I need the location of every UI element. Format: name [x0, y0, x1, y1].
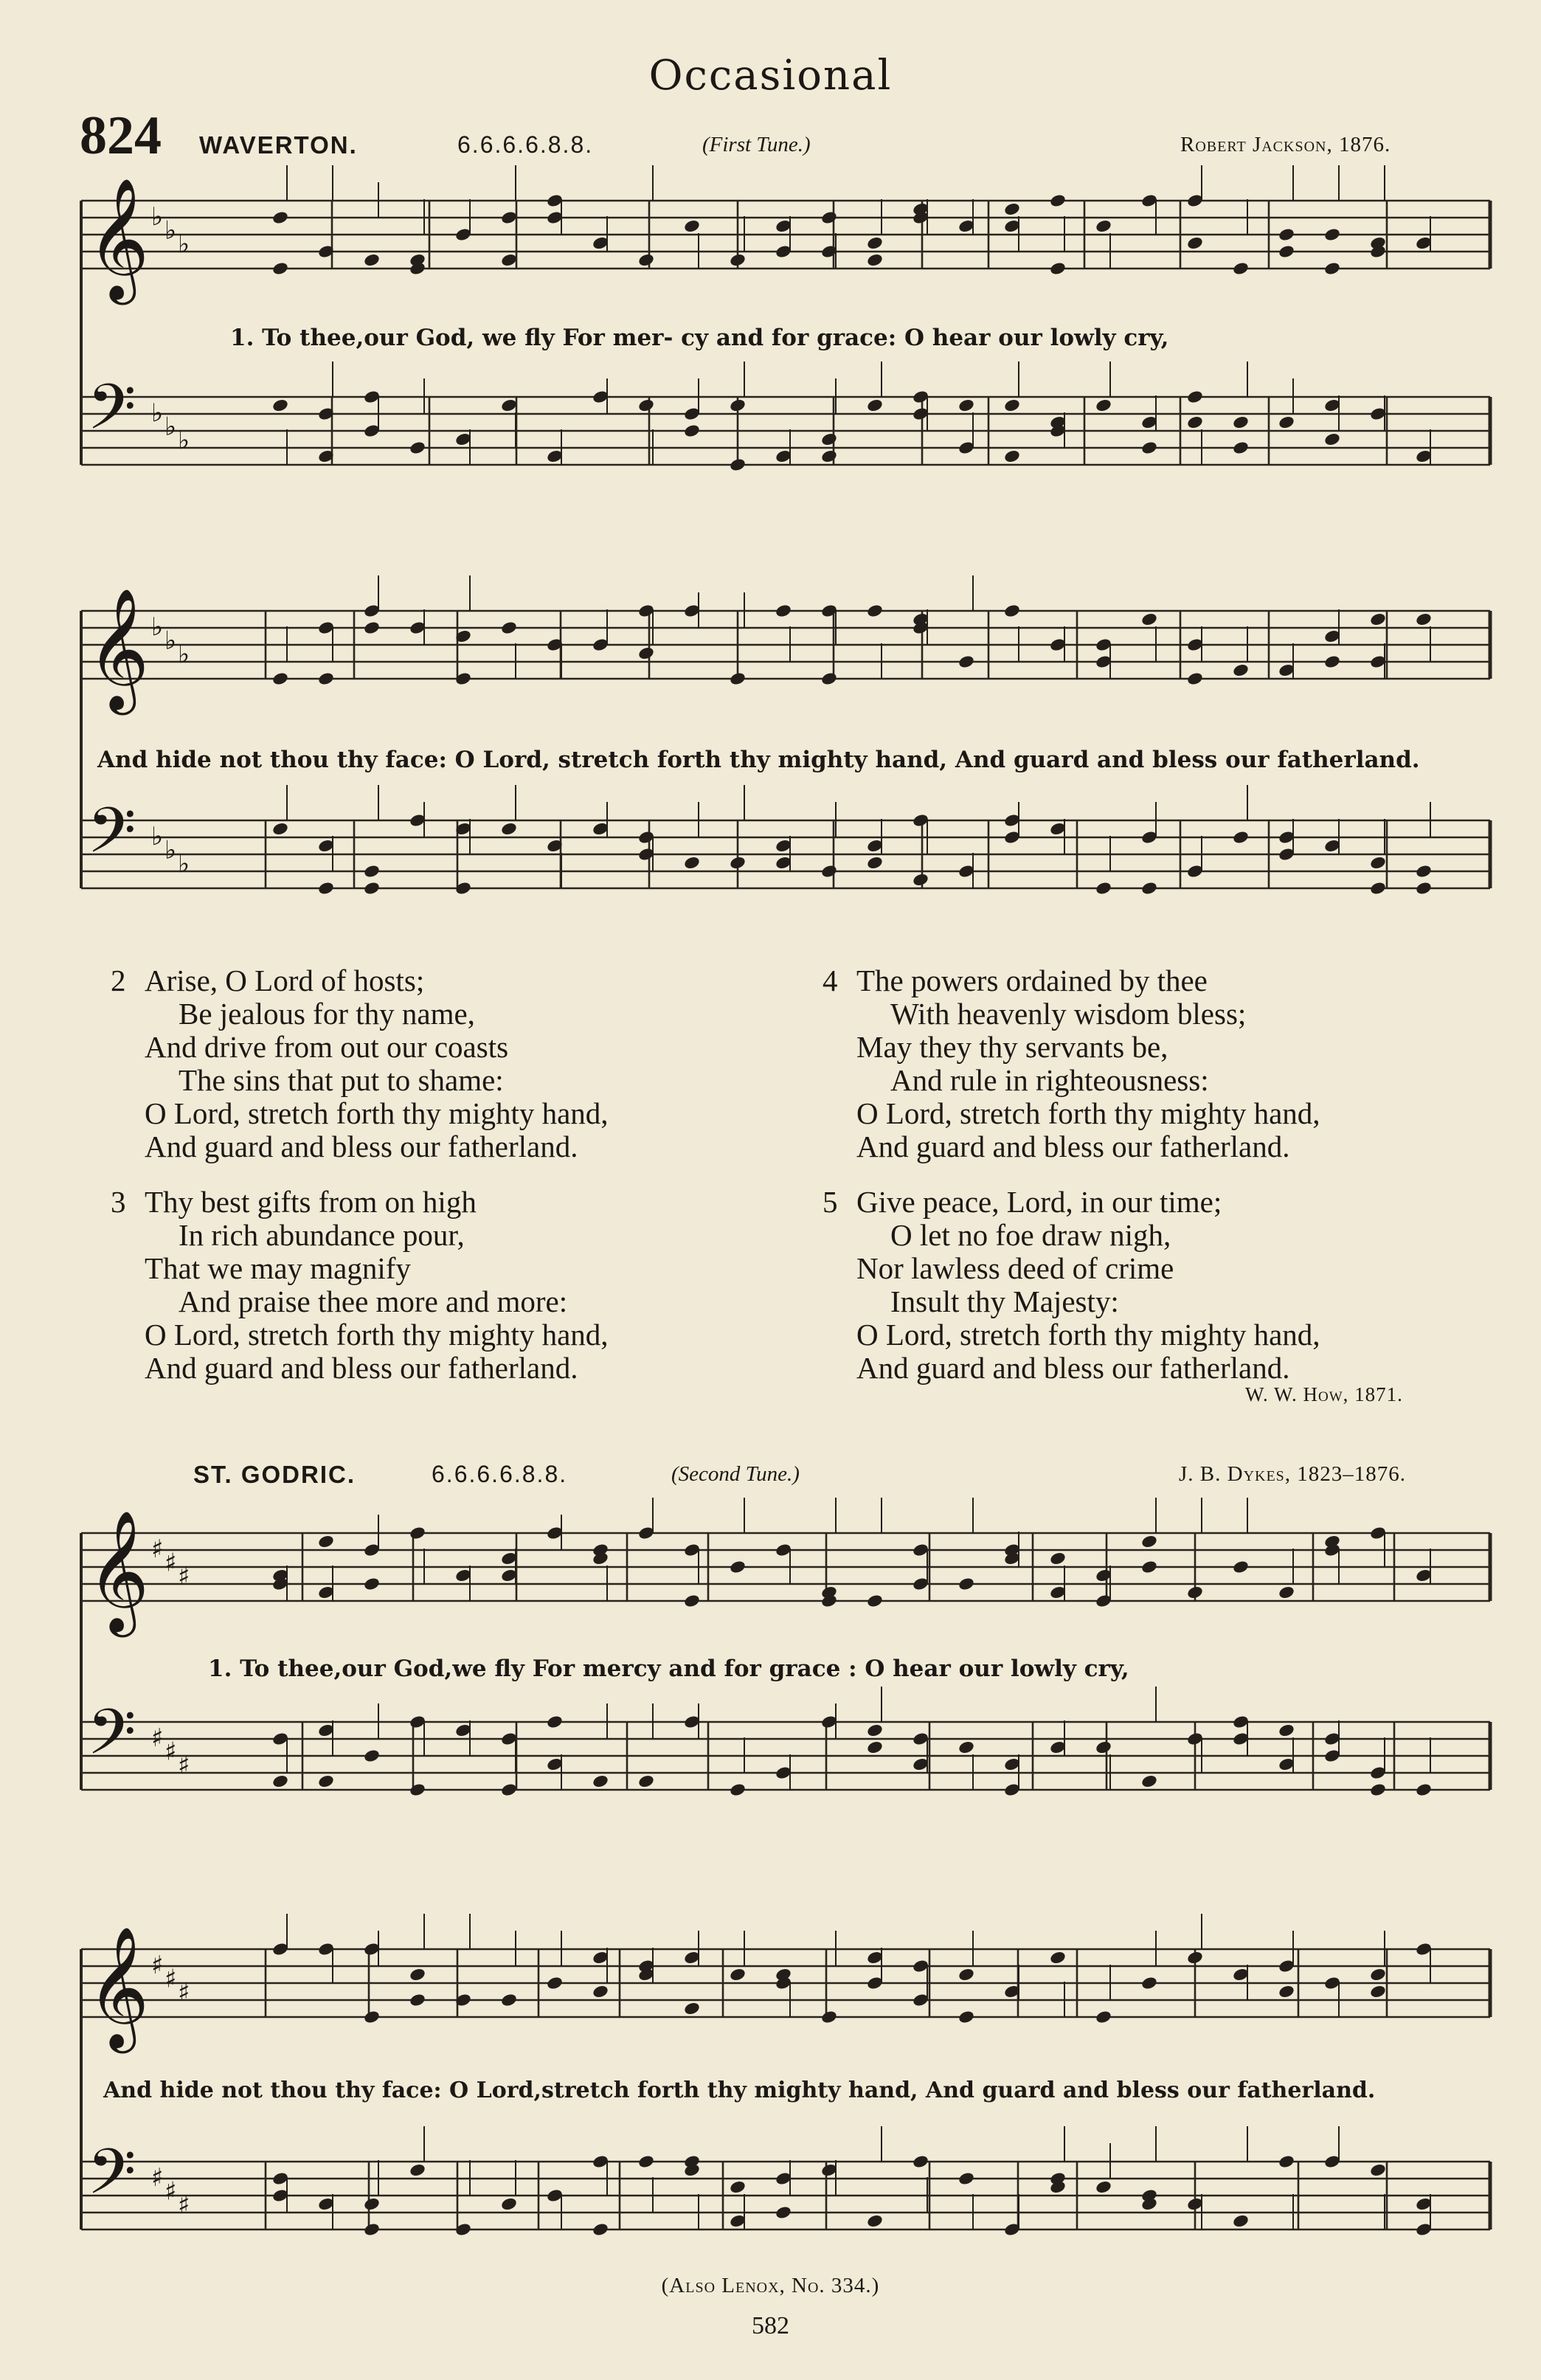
notehead	[409, 1526, 426, 1540]
notehead	[1232, 1560, 1250, 1574]
notehead	[729, 1782, 747, 1797]
notehead	[1186, 1950, 1204, 1965]
tune-note: (First Tune.)	[702, 133, 811, 156]
flat-sign-icon: ♭	[165, 626, 177, 656]
verse-line: Give peace, Lord, in our time;	[856, 1185, 1222, 1219]
notehead	[500, 1782, 518, 1797]
sharp-sign-icon: ♯	[165, 1548, 177, 1578]
notehead	[775, 2205, 792, 2220]
notehead	[866, 1740, 884, 1754]
bass-clef-icon: 𝄢	[87, 795, 136, 883]
verse-line: O Lord, stretch forth thy mighty hand,	[856, 1318, 1320, 1352]
notehead	[592, 1984, 609, 1999]
verse-line: Insult thy Majesty:	[890, 1284, 1119, 1318]
verse-line: O Lord, stretch forth thy mighty hand,	[856, 1096, 1320, 1130]
treble-clef-icon: 𝄞	[87, 177, 150, 300]
flat-sign-icon: ♭	[165, 835, 177, 865]
notehead	[866, 1723, 884, 1737]
bass-clef-icon: 𝄢	[87, 2136, 136, 2224]
verse-line: O Lord, stretch forth thy mighty hand,	[145, 1096, 609, 1130]
notehead	[363, 2196, 381, 2211]
verse-line: With heavenly wisdom bless;	[890, 997, 1247, 1031]
notehead	[409, 1993, 426, 2007]
notehead	[958, 1967, 975, 1982]
bass-clef-icon: 𝄢	[87, 1696, 136, 1785]
notehead	[1186, 1585, 1204, 1599]
sharp-sign-icon: ♯	[165, 2176, 177, 2207]
verse-line: And guard and bless our fatherland.	[856, 1351, 1290, 1385]
footer-note: (Also Lenox, No. 334.)	[661, 2274, 880, 2297]
notehead	[820, 2010, 838, 2024]
notehead	[592, 1774, 609, 1788]
notehead	[1278, 1723, 1295, 1737]
sharp-sign-icon: ♯	[151, 1723, 164, 1753]
notehead	[958, 2171, 975, 2186]
notehead	[1278, 2154, 1295, 2169]
verse-line: And praise thee more and more:	[179, 1284, 568, 1318]
sharp-sign-icon: ♯	[165, 1964, 177, 1994]
verse-line: O Lord, stretch forth thy mighty hand,	[145, 1318, 609, 1352]
page-number: 582	[752, 2312, 789, 2339]
tune-meter: 6.6.6.6.8.8.	[432, 1461, 568, 1487]
verse-line: And guard and bless our fatherland.	[145, 1130, 578, 1163]
notehead	[409, 2162, 426, 2177]
notehead	[592, 2222, 609, 2237]
notehead	[1049, 1551, 1067, 1566]
notehead	[317, 1534, 335, 1549]
notehead	[912, 2154, 929, 2169]
verse-line: The sins that put to shame:	[179, 1063, 504, 1097]
flat-sign-icon: ♭	[165, 412, 177, 442]
notehead	[546, 1715, 564, 1729]
verse-line: And guard and bless our fatherland.	[145, 1351, 578, 1385]
hymn-number: 824	[80, 105, 162, 166]
tune-name: ST. GODRIC.	[193, 1461, 356, 1488]
verse-line: Nor lawless deed of crime	[856, 1251, 1174, 1285]
flat-sign-icon: ♭	[151, 612, 164, 642]
notehead	[729, 1560, 747, 1574]
notehead	[1415, 1782, 1433, 1797]
author-credit: W. W. How, 1871.	[1245, 1383, 1403, 1405]
notehead	[1140, 1560, 1158, 1574]
bass-clef-icon: 𝄢	[87, 371, 136, 460]
notehead	[363, 2222, 381, 2237]
tune-meter: 6.6.6.6.8.8.	[457, 131, 594, 158]
notehead	[1278, 1984, 1295, 1999]
notehead	[271, 1774, 289, 1788]
notehead	[500, 2196, 518, 2211]
notehead	[866, 1594, 884, 1608]
notehead	[1278, 1585, 1295, 1599]
verse-number: 4	[823, 964, 838, 997]
notehead	[637, 1774, 655, 1788]
verse-number: 3	[111, 1185, 126, 1219]
notehead	[1140, 1534, 1158, 1549]
notehead	[409, 1967, 426, 1982]
notehead	[1140, 1976, 1158, 1990]
flat-sign-icon: ♭	[178, 848, 190, 879]
section-title: Occasional	[648, 52, 893, 100]
sharp-sign-icon: ♯	[151, 2163, 164, 2193]
lyric-line: 1. To thee,our God,we fly For mercy and for grace : O hear our lowly cry,	[208, 1656, 1129, 1682]
verse-line: And rule in righteousness:	[890, 1063, 1209, 1097]
notehead	[866, 2213, 884, 2228]
sharp-sign-icon: ♯	[178, 2190, 190, 2220]
treble-clef-icon: 𝄞	[87, 1926, 150, 2048]
notehead	[637, 2154, 655, 2169]
flat-sign-icon: ♭	[178, 639, 190, 669]
notehead	[1140, 1774, 1158, 1788]
verse-number: 5	[823, 1185, 838, 1219]
notehead	[363, 2010, 381, 2024]
notehead	[1232, 2213, 1250, 2228]
notehead	[546, 1976, 564, 1990]
notehead	[1369, 1984, 1387, 1999]
verse-line: O let no foe draw nigh,	[890, 1218, 1171, 1252]
notehead	[1095, 2179, 1112, 2194]
notehead	[363, 1748, 381, 1763]
flat-sign-icon: ♭	[151, 398, 164, 428]
flat-sign-icon: ♭	[178, 229, 190, 259]
sharp-sign-icon: ♯	[178, 1750, 190, 1780]
verse-number: 2	[111, 964, 126, 997]
notehead	[363, 1577, 381, 1591]
composer-credit: J. B. Dykes, 1823–1876.	[1179, 1462, 1407, 1486]
sharp-sign-icon: ♯	[151, 1951, 164, 1980]
verse-line: And guard and bless our fatherland.	[856, 1130, 1290, 1163]
notehead	[500, 1993, 518, 2007]
notehead	[409, 1782, 426, 1797]
verse-line: Thy best gifts from on high	[145, 1185, 477, 1219]
tune-name: WAVERTON.	[199, 131, 358, 159]
notehead	[1049, 1950, 1067, 1965]
flat-sign-icon: ♭	[151, 202, 164, 232]
verse-line: Arise, O Lord of hosts;	[145, 964, 425, 997]
notehead	[1369, 2162, 1387, 2177]
composer-credit: Robert Jackson, 1876.	[1180, 133, 1391, 156]
sharp-sign-icon: ♯	[178, 1561, 190, 1591]
sharp-sign-icon: ♯	[165, 1737, 177, 1767]
notehead	[683, 1594, 701, 1608]
verse-line: Be jealous for thy name,	[179, 997, 475, 1031]
notehead	[1369, 1782, 1387, 1797]
lyric-line: And hide not thou thy face: O Lord,stretch forth thy mighty hand, And guard and bless our fatherland.	[103, 2078, 1376, 2103]
tune-note: (Second Tune.)	[671, 1462, 800, 1486]
notehead	[317, 1774, 335, 1788]
notehead	[683, 2001, 701, 2016]
notehead	[958, 2010, 975, 2024]
treble-clef-icon: 𝄞	[87, 1509, 150, 1632]
notehead	[729, 1967, 747, 1982]
flat-sign-icon: ♭	[151, 822, 164, 851]
notehead	[958, 1740, 975, 1754]
lyric-line: And hide not thou thy face: O Lord, stretch forth thy mighty hand, And guard and bless our fatherland.	[97, 747, 1420, 773]
notehead	[1095, 2010, 1112, 2024]
verse-line: And drive from out our coasts	[145, 1030, 509, 1064]
notehead	[958, 1577, 975, 1591]
notehead	[1095, 1740, 1112, 1754]
notehead	[1369, 1967, 1387, 1982]
notehead	[729, 2179, 747, 2194]
lyric-line: 1. To thee,our God, we fly For mer- cy and for grace: O hear our lowly cry,	[230, 325, 1169, 351]
treble-clef-icon: 𝄞	[87, 587, 150, 710]
verse-line: In rich abundance pour,	[179, 1218, 465, 1252]
verse-line: That we may magnify	[145, 1251, 411, 1285]
sharp-sign-icon: ♯	[178, 1977, 190, 2007]
verse-line: May they thy servants be,	[856, 1030, 1168, 1064]
flat-sign-icon: ♭	[178, 425, 190, 455]
sharp-sign-icon: ♯	[151, 1535, 164, 1564]
flat-sign-icon: ♭	[165, 215, 177, 246]
verse-line: The powers ordained by thee	[856, 964, 1208, 997]
